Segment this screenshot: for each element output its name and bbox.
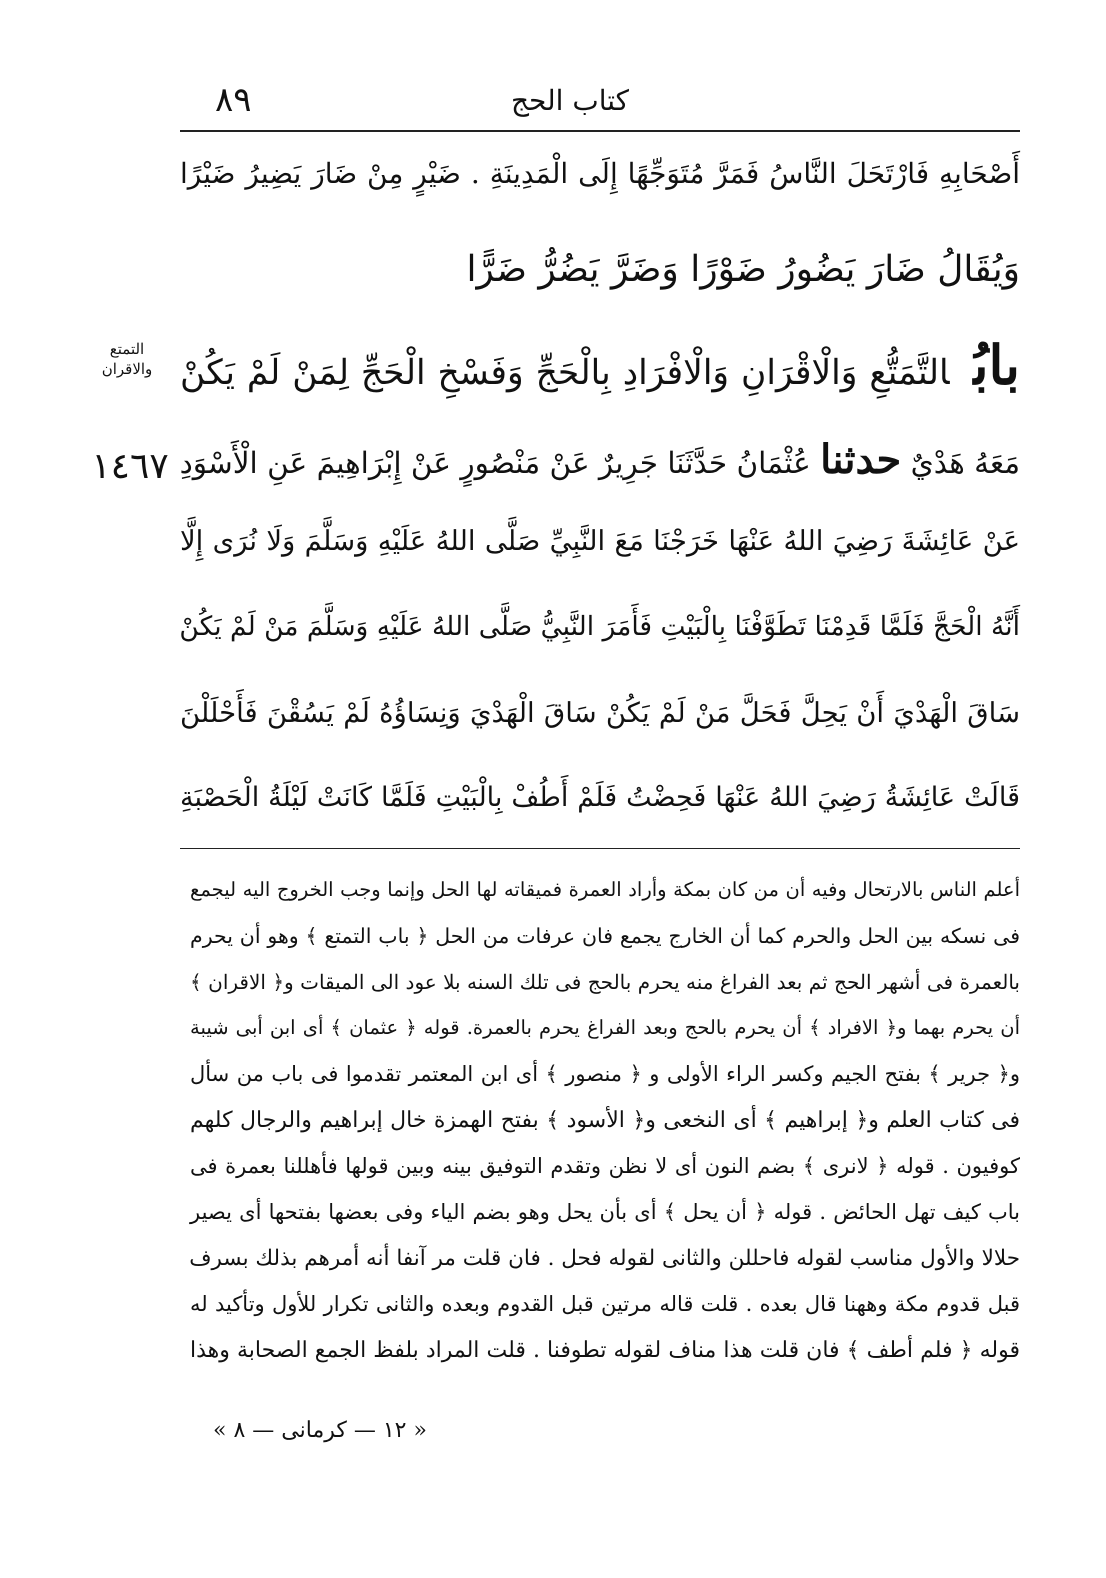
hadith-text-line: أَنَّهُ الْحَجَّ فَلَمَّا قَدِمْنَا تَطَوَّفْنَا بِالْبَيْتِ فَأَمَرَ النَّبِيُّ صَلَّى اللهُ عَلَيْهِ وَسَلَّمَ مَنْ لَمْ يَكُنْ bbox=[179, 611, 1020, 642]
main-text-line: وَيُقَالُ ضَارَ يَضُورُ ضَوْرًا وَضَرَّ يَضُرُّ ضَرًّا bbox=[466, 249, 1020, 290]
hadith-isnad-line bbox=[179, 436, 1020, 483]
commentary-line: فى نسكه بين الحل والحرم كما أن الخارج يجمع فان عرفات من الحل ﴿ باب التمتع ﴾ وهو أن يحرم bbox=[190, 924, 1020, 948]
commentary-line: بالعمرة فى أشهر الحج ثم بعد الفراغ منه يحرم بالحج فى تلك السنه بلا عود الى الميقات و﴿ الاقران ﴾ bbox=[190, 970, 1020, 994]
hadith-line-rest: عُثْمَانُ حَدَّثَنَا جَرِيرٌ عَنْ مَنْصُورٍ عَنْ إِبْرَاهِيمَ عَنِ الْأَسْوَدِ bbox=[179, 446, 811, 480]
margin-note bbox=[82, 340, 172, 379]
hadith-text-line: سَاقَ الْهَدْيَ أَنْ يَحِلَّ فَحَلَّ مَنْ لَمْ يَكُنْ سَاقَ الْهَدْيَ وَنِسَاؤُهُ لَمْ يَسُقْنَ فَأَحْلَلْنَ bbox=[180, 697, 1020, 729]
commentary-line: باب كيف تهل الحائض . قوله ﴿ أن يحل ﴾ أى بأن يحل وهو بضم الياء وفى بعضها بفتحها أى يصير bbox=[190, 1200, 1021, 1224]
header-rule bbox=[180, 130, 1020, 132]
commentary-line: و﴿ جرير ﴾ بفتح الجيم وكسر الراء الأولى و ﴿ منصور ﴾ أى ابن المعتمر تقدموا فى باب من سأل bbox=[190, 1062, 1021, 1086]
hadith-text-line: قَالَتْ عَائِشَةُ رَضِيَ اللهُ عَنْهَا فَحِضْتُ فَلَمْ أَطُفْ بِالْبَيْتِ فَلَمَّا كَانَتْ لَيْلَةُ الْحَصْبَةِ bbox=[180, 782, 1020, 813]
hadith-number: ١٤٦٧ bbox=[91, 446, 169, 487]
page-number: ٨٩ bbox=[215, 80, 252, 120]
commentary-line: فى كتاب العلم و﴿ إبراهيم ﴾ أى النخعى و﴿ الأسود ﴾ بفتح الهمزة خال إبراهيم والرجال كلهم bbox=[190, 1108, 1020, 1133]
hadith-line-start: مَعَهُ هَدْيٌ bbox=[910, 446, 1020, 480]
commentary-rule bbox=[180, 848, 1020, 849]
running-title: كتاب الحج bbox=[510, 84, 630, 117]
commentary-line: قوله ﴿ فلم أطف ﴾ فان قلت هذا مناف لقوله تطوفنا . قلت المراد بلفظ الجمع الصحابة وهذا bbox=[190, 1338, 1020, 1363]
main-text-line: أَصْحَابِهِ فَارْتَحَلَ النَّاسُ فَمَرَّ مُتَوَجِّهًا إِلَى الْمَدِينَةِ . ضَيْرٍ مِنْ ضَارَ يَضِيرُ ضَيْرًا bbox=[180, 157, 1020, 190]
chapter-word: بابُ bbox=[973, 333, 1020, 397]
margin-note-line: والاقران bbox=[101, 359, 153, 378]
chapter-heading bbox=[180, 333, 1020, 397]
commentary-line: قبل قدوم مكة وههنا قال بعده . قلت قاله مرتين قبل القدوم وبعده والثانى تكرار للأول وتأكيد له bbox=[190, 1292, 1020, 1316]
commentary-line: أعلم الناس بالارتحال وفيه أن من كان بمكة وأراد العمرة فميقاته لها الحل وإنما وجب الخروج اليه ليجمع bbox=[190, 878, 1020, 901]
commentary-line: أن يحرم بهما و﴿ الافراد ﴾ أن يحرم بالحج وبعد الفراغ يحرم بالعمرة. قوله ﴿ عثمان ﴾ أى ابن أبى شيبة bbox=[190, 1016, 1020, 1039]
signature-mark: « ١٢ — كرمانى — ٨ » bbox=[213, 1418, 427, 1443]
commentary-line: كوفيون . قوله ﴿ لانرى ﴾ بضم النون أى لا نظن وتقدم التوفيق بينه وبين قولها فأهللنا بعمرة فى bbox=[190, 1154, 1020, 1178]
commentary-line: حلالا والأول مناسب لقوله فاحللن والثانى لقوله فحل . فان قلت مر آنفا أنه أمرهم بذلك بسرف bbox=[189, 1246, 1020, 1271]
haddathana-word: حدثنا bbox=[820, 436, 902, 483]
chapter-title: التَّمَتُّعِ وَالْاقْرَانِ وَالْافْرَادِ بِالْحَجِّ وَفَسْخِ الْحَجِّ لِمَنْ لَمْ يَكُنْ bbox=[180, 353, 950, 393]
hadith-text-line: عَنْ عَائِشَةَ رَضِيَ اللهُ عَنْهَا خَرَجْنَا مَعَ النَّبِيِّ صَلَّى اللهُ عَلَيْهِ وَسَلَّمَ وَلَا نُرَى إِلَّا bbox=[180, 525, 1020, 557]
margin-note-line: التمتع bbox=[109, 340, 145, 358]
